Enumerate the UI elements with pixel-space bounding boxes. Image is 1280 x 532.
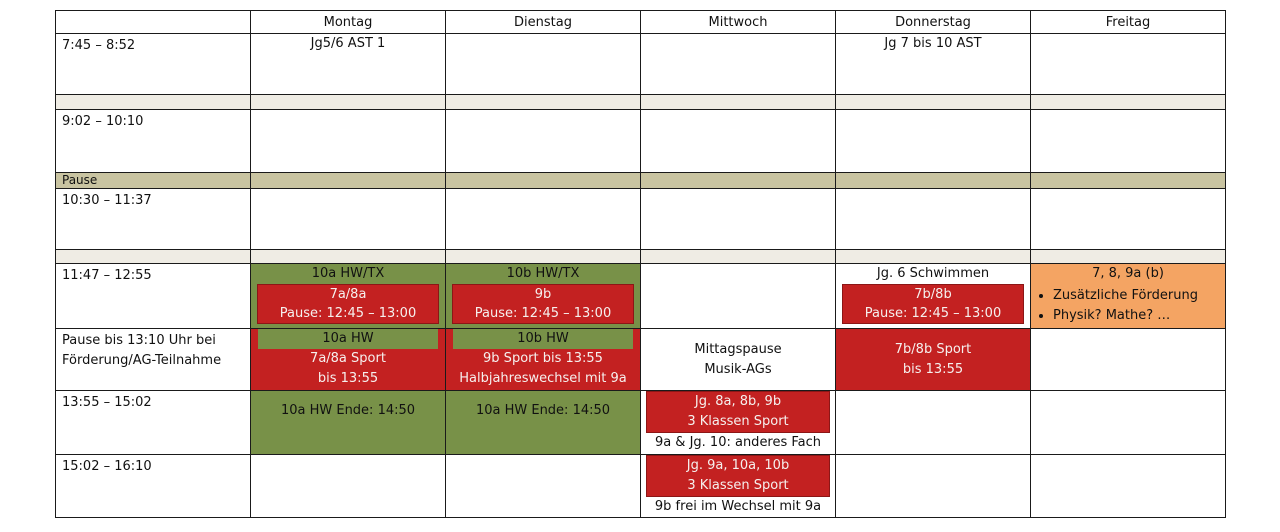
cell-montag-1: Jg5/6 AST 1: [251, 34, 446, 95]
montag-4-box: [257, 284, 439, 324]
header-row: [56, 11, 1226, 34]
pause-label: Pause: [56, 172, 251, 188]
slot-row-5: [56, 328, 1226, 390]
time-slot-6: 13:55 – 15:02: [56, 391, 251, 454]
donnerstag-4-title: Jg. 6 Schwimmen: [876, 266, 990, 282]
list-item: • Zusätzliche Förderung: [1053, 286, 1225, 306]
cell-freitag-1: [1031, 34, 1226, 95]
dienstag-4-box-class: 9b: [534, 287, 552, 303]
montag-5-line1: 7a/8a Sport: [310, 350, 386, 366]
list-item: • Physik? Mathe? …: [1053, 306, 1225, 326]
cell-freitag-4: [1031, 264, 1226, 328]
freitag-4-title: 7, 8, 9a (b): [1092, 266, 1164, 282]
slot-row-1: [56, 34, 1226, 95]
time-slot-5-line1: Pause bis 13:10 Uhr bei: [62, 332, 216, 348]
cell-dienstag-7: [446, 454, 641, 517]
freitag-4-list: [1031, 286, 1225, 326]
time-slot-3: 10:30 – 11:37: [56, 189, 251, 250]
cell-mittwoch-6: [641, 391, 836, 454]
donnerstag-5-line2: bis 13:55: [902, 361, 964, 377]
dienstag-5-top: 10b HW: [453, 329, 633, 349]
cell-donnerstag-1: Jg 7 bis 10 AST: [836, 34, 1031, 95]
cell-mittwoch-4: [641, 264, 836, 328]
mittwoch-6-line1: Jg. 8a, 8b, 9b: [694, 394, 782, 410]
cell-dienstag-4: [446, 264, 641, 328]
header-corner: [56, 11, 251, 34]
cell-donnerstag-4: [836, 264, 1031, 328]
cell-dienstag-6: 10a HW Ende: 14:50: [446, 391, 641, 454]
cell-donnerstag-5: [836, 328, 1031, 390]
mittwoch-6-line2: 3 Klassen Sport: [687, 414, 789, 430]
separator-row: [56, 250, 1226, 264]
montag-5-top: 10a HW: [258, 329, 438, 349]
time-slot-1: 7:45 – 8:52: [56, 34, 251, 95]
slot-row-2: [56, 109, 1226, 172]
donnerstag-4-box-class: 7b/8b: [914, 287, 952, 303]
mittwoch-7-line2: 3 Klassen Sport: [687, 477, 789, 493]
header-donnerstag: Donnerstag: [836, 11, 1031, 34]
cell-montag-5: [251, 328, 446, 390]
dienstag-5-line2: Halbjahreswechsel mit 9a: [459, 370, 627, 386]
time-slot-4: 11:47 – 12:55: [56, 264, 251, 328]
montag-4-box-class: 7a/8a: [329, 287, 367, 303]
mittwoch-5-line2: Musik-AGs: [704, 361, 772, 377]
mittwoch-6-line3: 9a & Jg. 10: anderes Fach: [654, 435, 822, 451]
header-montag: Montag: [251, 11, 446, 34]
cell-freitag-6: [1031, 391, 1226, 454]
cell-dienstag-1: [446, 34, 641, 95]
header-mittwoch: Mittwoch: [641, 11, 836, 34]
cell-montag-4: [251, 264, 446, 328]
cell-freitag-5: [1031, 328, 1226, 390]
time-slot-5-line2: Förderung/AG-Teilnahme: [62, 352, 222, 368]
header-freitag: Freitag: [1031, 11, 1226, 34]
mittwoch-5-line1: Mittagspause: [694, 341, 782, 357]
dienstag-4-box-pause: Pause: 12:45 – 13:00: [474, 306, 612, 322]
mittwoch-7-line1: Jg. 9a, 10a, 10b: [686, 457, 790, 473]
cell-montag-6: 10a HW Ende: 14:50: [251, 391, 446, 454]
separator-row: [56, 95, 1226, 109]
pause-row: [56, 172, 1226, 188]
dienstag-5-line1: 9b Sport bis 13:55: [483, 350, 603, 366]
slot-row-6: [56, 391, 1226, 454]
donnerstag-4-box-pause: Pause: 12:45 – 13:00: [864, 306, 1002, 322]
time-slot-2: 9:02 – 10:10: [56, 109, 251, 172]
mittwoch-6-box: [646, 391, 830, 433]
mittwoch-7-line3: 9b frei im Wechsel mit 9a: [654, 498, 822, 514]
montag-4-box-pause: Pause: 12:45 – 13:00: [279, 306, 417, 322]
time-slot-5: [56, 328, 251, 390]
montag-4-title: 10a HW/TX: [311, 266, 385, 282]
dienstag-4-title: 10b HW/TX: [506, 266, 580, 282]
dienstag-4-box: [452, 284, 634, 324]
cell-donnerstag-6: [836, 391, 1031, 454]
cell-freitag-7: [1031, 454, 1226, 517]
time-slot-7: 15:02 – 16:10: [56, 454, 251, 517]
cell-mittwoch-7: [641, 454, 836, 517]
cell-donnerstag-7: [836, 454, 1031, 517]
cell-montag-7: [251, 454, 446, 517]
cell-mittwoch-1: [641, 34, 836, 95]
header-dienstag: Dienstag: [446, 11, 641, 34]
schedule-table: [55, 10, 1226, 518]
cell-mittwoch-5: [641, 328, 836, 390]
mittwoch-7-box: [646, 455, 830, 497]
slot-row-3: [56, 189, 1226, 250]
montag-5-line2: bis 13:55: [317, 370, 379, 386]
cell-dienstag-5: [446, 328, 641, 390]
slot-row-4: [56, 264, 1226, 328]
donnerstag-5-line1: 7b/8b Sport: [894, 341, 972, 357]
slot-row-7: [56, 454, 1226, 517]
donnerstag-4-box: [842, 284, 1024, 324]
